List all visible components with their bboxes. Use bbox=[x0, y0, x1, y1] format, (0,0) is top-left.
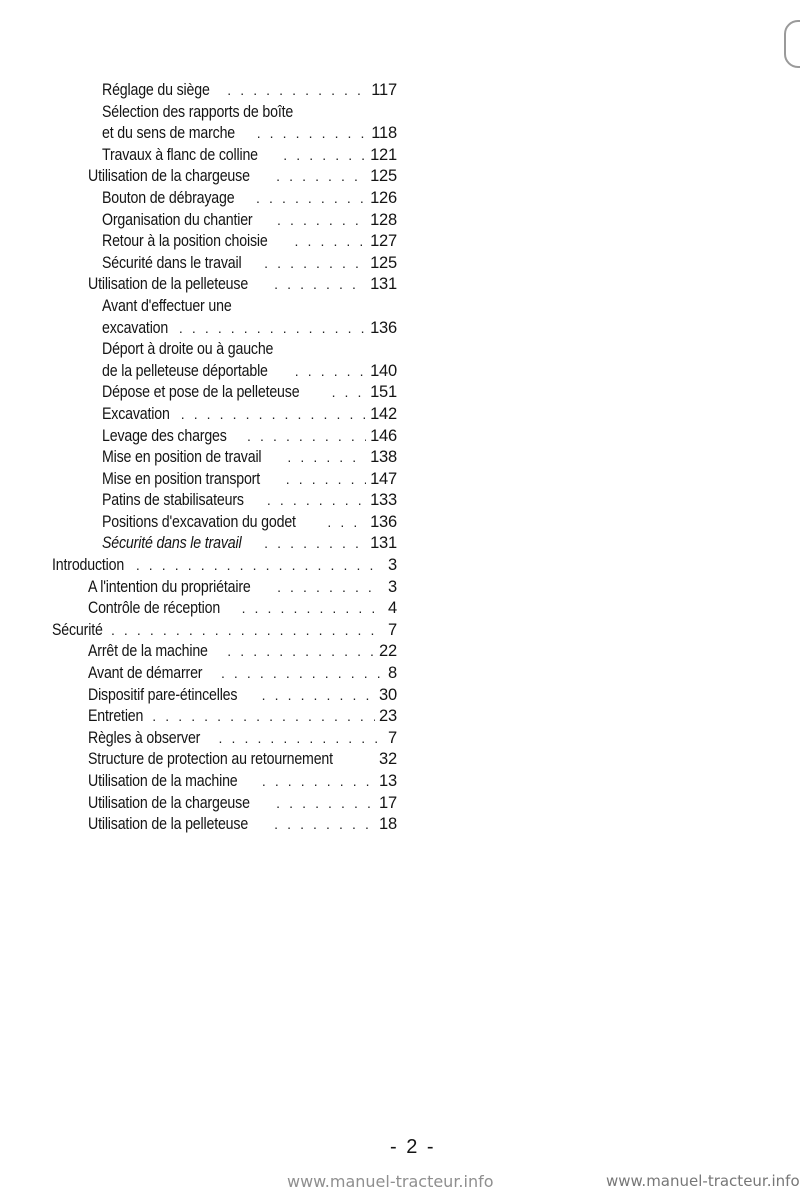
toc-entry bbox=[52, 188, 397, 210]
toc-dot-leader bbox=[247, 426, 366, 448]
toc-entry bbox=[52, 685, 397, 707]
toc-dot-leader bbox=[277, 577, 381, 599]
toc-entry-label: Utilisation de la pelleteuse bbox=[88, 815, 249, 834]
toc-entry bbox=[52, 231, 397, 253]
toc-dot-leader bbox=[286, 469, 366, 491]
toc-entry bbox=[52, 447, 397, 469]
toc-entry-label: Travaux à flanc de colline bbox=[102, 145, 258, 164]
toc-entry bbox=[52, 663, 397, 685]
toc-entry-page: 147 bbox=[370, 469, 397, 488]
toc-entry-label: Dispositif pare-étincelles bbox=[88, 685, 238, 704]
toc-entry bbox=[52, 404, 397, 426]
toc-entry-label: Levage des charges bbox=[102, 426, 227, 445]
toc-entry-label: Contrôle de réception bbox=[88, 599, 221, 618]
toc-entry-label: Avant de démarrer bbox=[88, 664, 203, 683]
toc-entry-page: 121 bbox=[370, 145, 397, 164]
toc-dot-leader bbox=[295, 361, 366, 383]
toc-entry-page: 133 bbox=[370, 491, 397, 510]
toc-entry-page: 125 bbox=[370, 167, 397, 186]
toc-entry-label: Arrêt de la machine bbox=[88, 642, 208, 661]
toc-entry bbox=[52, 771, 397, 793]
toc-entry-label: Utilisation de la chargeuse bbox=[88, 793, 250, 812]
toc-entry-page: 3 bbox=[388, 556, 397, 575]
toc-entry-label: Réglage du siège bbox=[102, 81, 210, 99]
toc-dot-leader bbox=[295, 231, 367, 253]
toc-entry-label: Déport à droite ou à gauche bbox=[102, 340, 274, 359]
toc-dot-leader bbox=[181, 404, 366, 426]
toc-entry-label: de la pelleteuse déportable bbox=[102, 361, 268, 380]
toc-entry-page: 136 bbox=[370, 512, 397, 531]
toc-entry bbox=[52, 80, 397, 102]
toc-entry bbox=[52, 426, 397, 448]
watermark-center: www.manuel-tracteur.info bbox=[287, 1172, 494, 1191]
toc-entry-label: Sécurité dans le travail bbox=[102, 534, 242, 553]
toc-entry-page: 17 bbox=[379, 793, 397, 812]
toc-entry-page: 7 bbox=[388, 728, 397, 747]
toc-entry bbox=[52, 382, 397, 404]
toc-dot-leader bbox=[262, 685, 375, 707]
toc-entry-label: Sécurité bbox=[52, 620, 103, 639]
toc-dot-leader bbox=[274, 814, 375, 836]
toc-entry bbox=[52, 728, 397, 750]
toc-dot-leader bbox=[332, 382, 367, 404]
toc-dot-leader bbox=[136, 555, 381, 577]
toc-entry-page: 30 bbox=[379, 685, 397, 704]
toc-entry-label: Sécurité dans le travail bbox=[102, 253, 242, 272]
toc-entry bbox=[52, 814, 397, 836]
toc-entry bbox=[52, 533, 397, 555]
toc-entry-label: Retour à la position choisie bbox=[102, 232, 268, 251]
toc-entry bbox=[52, 145, 397, 167]
toc-entry-page: 131 bbox=[370, 534, 397, 553]
toc-dot-leader bbox=[327, 512, 366, 534]
toc-dot-leader bbox=[227, 80, 367, 102]
toc-entry bbox=[52, 296, 397, 318]
toc-entry-page: 13 bbox=[379, 772, 397, 790]
toc-entry bbox=[52, 253, 397, 275]
toc-entry-label: Mise en position de travail bbox=[102, 448, 262, 467]
toc-dot-leader bbox=[219, 728, 381, 750]
toc-entry-label: Bouton de débrayage bbox=[102, 188, 235, 207]
toc-entry-page: 131 bbox=[370, 275, 397, 294]
toc-dot-leader bbox=[179, 318, 366, 340]
toc-dot-leader bbox=[262, 771, 375, 793]
page-edge-tab bbox=[784, 20, 800, 68]
toc-entry-page: 138 bbox=[370, 448, 397, 467]
watermark-right: www.manuel-tracteur.info bbox=[606, 1172, 800, 1190]
toc-entry bbox=[52, 749, 397, 771]
toc-entry bbox=[52, 598, 397, 620]
toc-entry-page: 3 bbox=[388, 577, 397, 596]
toc-entry-page: 118 bbox=[371, 124, 397, 143]
toc-entry bbox=[52, 469, 397, 491]
toc-entry-page: 18 bbox=[379, 815, 397, 834]
toc-entry-label: Mise en position transport bbox=[102, 469, 261, 488]
toc-entry-label: Utilisation de la chargeuse bbox=[88, 167, 250, 186]
toc-entry-page: 117 bbox=[371, 81, 397, 99]
toc-entry bbox=[52, 318, 397, 340]
toc-dot-leader bbox=[276, 793, 375, 815]
toc-entry-page: 32 bbox=[379, 750, 397, 769]
toc-entry-label: Structure de protection au retournement bbox=[88, 750, 333, 769]
toc-entry-page: 127 bbox=[370, 232, 397, 251]
toc-entry-label: Utilisation de la machine bbox=[88, 772, 238, 790]
toc-entry bbox=[52, 641, 397, 663]
toc-entry-page: 125 bbox=[370, 253, 397, 272]
toc-entry bbox=[52, 166, 397, 188]
toc-entry-page: 23 bbox=[379, 707, 397, 726]
toc-entry-label: A l'intention du propriétaire bbox=[88, 577, 251, 596]
toc-dot-leader bbox=[264, 533, 366, 555]
toc-entry-page: 151 bbox=[370, 383, 397, 402]
toc-dot-leader bbox=[274, 274, 366, 296]
toc-dot-leader bbox=[257, 123, 368, 145]
toc-entry bbox=[52, 102, 397, 124]
toc-entry bbox=[52, 620, 397, 642]
table-of-contents bbox=[52, 80, 397, 836]
toc-entry bbox=[52, 793, 397, 815]
toc-dot-leader bbox=[221, 663, 381, 685]
toc-dot-leader bbox=[111, 620, 381, 642]
toc-entry-label: Avant d'effectuer une bbox=[102, 296, 232, 315]
toc-entry-page: 142 bbox=[370, 404, 397, 423]
page-number: - 2 - bbox=[390, 1136, 436, 1158]
toc-entry bbox=[52, 210, 397, 232]
toc-entry-page: 146 bbox=[370, 426, 397, 445]
toc-entry-label: Entretien bbox=[88, 707, 144, 726]
toc-entry-label: excavation bbox=[102, 318, 169, 337]
toc-entry-page: 4 bbox=[388, 599, 397, 618]
toc-entry bbox=[52, 339, 397, 361]
toc-entry-page: 22 bbox=[379, 642, 397, 661]
toc-dot-leader bbox=[242, 598, 381, 620]
toc-entry-page: 136 bbox=[370, 318, 397, 337]
toc-entry-label: Excavation bbox=[102, 404, 170, 423]
toc-dot-leader bbox=[277, 210, 366, 232]
toc-entry bbox=[52, 490, 397, 512]
toc-entry bbox=[52, 274, 397, 296]
toc-entry bbox=[52, 361, 397, 383]
toc-dot-leader bbox=[283, 145, 366, 167]
toc-entry bbox=[52, 123, 397, 145]
toc-entry-label: Introduction bbox=[52, 556, 125, 575]
toc-entry-label: Organisation du chantier bbox=[102, 210, 253, 229]
toc-entry-page: 140 bbox=[370, 361, 397, 380]
toc-entry-page: 126 bbox=[370, 188, 397, 207]
toc-dot-leader bbox=[256, 188, 366, 210]
toc-dot-leader bbox=[267, 490, 366, 512]
toc-entry bbox=[52, 512, 397, 534]
toc-entry-label: Patins de stabilisateurs bbox=[102, 491, 244, 510]
toc-entry-label: Sélection des rapports de boîte bbox=[102, 102, 294, 121]
toc-entry bbox=[52, 577, 397, 599]
toc-entry-label: et du sens de marche bbox=[102, 124, 236, 143]
toc-dot-leader bbox=[152, 706, 375, 728]
toc-dot-leader bbox=[287, 447, 366, 469]
toc-entry-label: Dépose et pose de la pelleteuse bbox=[102, 383, 300, 402]
toc-entry bbox=[52, 706, 397, 728]
toc-dot-leader bbox=[227, 641, 375, 663]
toc-entry-label: Utilisation de la pelleteuse bbox=[88, 275, 249, 294]
toc-dot-leader bbox=[276, 166, 366, 188]
toc-entry-page: 8 bbox=[388, 664, 397, 683]
toc-entry-page: 128 bbox=[370, 210, 397, 229]
toc-entry bbox=[52, 555, 397, 577]
toc-dot-leader bbox=[264, 253, 366, 275]
toc-entry-page: 7 bbox=[388, 620, 397, 639]
toc-entry-label: Positions d'excavation du godet bbox=[102, 512, 296, 531]
toc-entry-label: Règles à observer bbox=[88, 728, 201, 747]
